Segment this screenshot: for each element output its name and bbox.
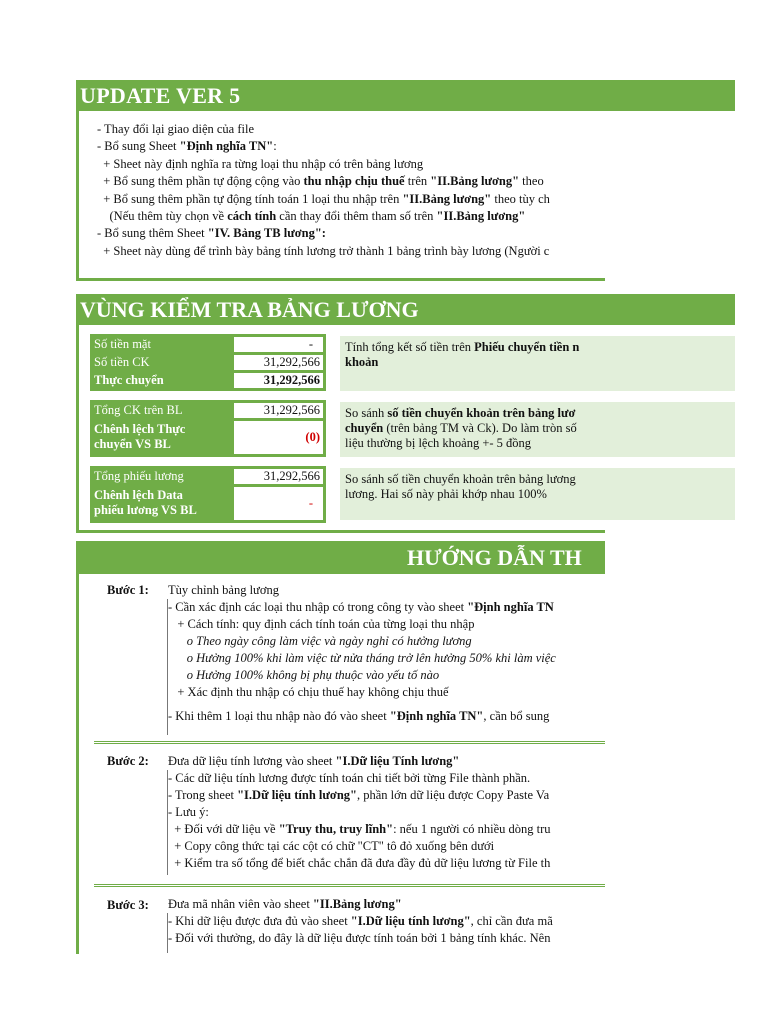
guide-line: + Kiểm tra số tổng để biết chắc chắn đã đưa đầy đủ dữ liệu lương từ File th [168, 856, 551, 870]
actual-value[interactable]: 31,292,566 [234, 373, 323, 388]
payslip-total-label: Tổng phiếu lương [94, 469, 184, 483]
step-3-label: Bước 3: [107, 898, 149, 912]
compare-note [340, 402, 735, 457]
update-line: - Bổ sung thêm Sheet "IV. Bảng TB lương": [97, 226, 326, 241]
update-line: + Bổ sung thêm phần tự động cộng vào thu nhập chịu thuế trên "II.Bảng lương" theo [97, 174, 544, 189]
transfer-value[interactable]: 31,292,566 [234, 355, 323, 370]
step-1-separator [94, 741, 605, 744]
total-ck-label: Tổng CK trên BL [94, 403, 183, 417]
guide-line: + Xác định thu nhập có chịu thuế hay không chịu thuế [168, 685, 449, 699]
update-line: + Sheet này dùng để trình bày bảng tính lương trở thành 1 bảng trình bày lương (Người c [97, 243, 550, 258]
compare-note-text: So sánh số tiền chuyển khoản trên bảng lươ chuyển (trên bảng TM và Ck). Do làm tròn số liệu thường bị lệch khoảng +- 5 đồng [345, 406, 577, 450]
step-2-label: Bước 2: [107, 754, 149, 768]
step-1-label: Bước 1: [107, 583, 149, 597]
actual-label: Thực chuyển [94, 373, 164, 387]
payslip-note-text: So sánh số tiền chuyển khoản trên bảng lương lương. Hai số này phải khớp nhau 100% [345, 472, 576, 501]
guide-line: o Hưởng 100% không bị phụ thuộc vào yếu tố nào [168, 668, 440, 682]
guide-line: - Đối với thưởng, do đây là dữ liệu được tính toán bởi 1 bảng tính khác. Nên [168, 931, 551, 945]
step-2-title: Đưa dữ liệu tính lương vào sheet "I.Dữ liệu Tính lương" [168, 754, 460, 768]
payslip-box [90, 466, 326, 523]
update-line: (Nếu thêm tùy chọn về cách tính cần thay đổi thêm tham số trên "II.Bảng lương" [97, 209, 526, 223]
guide-line: o Theo ngày công làm việc và ngày nghỉ có hưởng lương [168, 634, 472, 648]
update-header [76, 80, 735, 111]
payslip-note [340, 468, 735, 520]
update-line: + Bổ sung thêm phần tự động tính toán 1 loại thu nhập trên "II.Bảng lương" theo tùy ch [97, 191, 550, 206]
payment-note-text: Tính tổng kết số tiền trên Phiếu chuyển tiền n khoản [345, 340, 580, 369]
cash-label: Số tiền mặt [94, 337, 151, 351]
update-line: + Sheet này định nghĩa ra từng loại thu nhập có trên bảng lương [97, 156, 424, 171]
total-ck-value[interactable]: 31,292,566 [234, 403, 323, 418]
check-header [76, 294, 735, 325]
diff-payslip-label-2: phiếu lương VS BL [94, 503, 197, 517]
step-1-title: Tùy chỉnh bảng lương [168, 583, 279, 597]
diff-actual-value[interactable]: (0) [234, 421, 323, 454]
update-line: - Bổ sung Sheet "Định nghĩa TN": [97, 139, 277, 154]
diff-actual-label-1: Chênh lệch Thực [94, 422, 186, 436]
step-3-title: Đưa mã nhân viên vào sheet "II.Bảng lương" [168, 897, 402, 911]
guide-line: - Khi dữ liệu được đưa đủ vào sheet "I.Dữ liệu tính lương", chỉ cần đưa mã [168, 914, 553, 928]
payment-box [90, 334, 326, 391]
guide-line: o Hưởng 100% khi làm việc từ nửa tháng trở lên hưởng 50% khi làm việc [168, 651, 556, 665]
payslip-total-value[interactable]: 31,292,566 [234, 469, 323, 484]
payment-note [340, 336, 735, 391]
guide-line: + Copy công thức tại các cột có chữ "CT" tô đỏ xuống bên dưới [168, 839, 495, 853]
update-line: - Thay đổi lại giao diện của file [97, 122, 255, 136]
guide-line: - Trong sheet "I.Dữ liệu tính lương", phần lớn dữ liệu được Copy Paste Va [168, 788, 550, 802]
step-2-separator [94, 884, 605, 887]
guide-line: - Lưu ý: [168, 805, 209, 819]
guide-line: - Khi thêm 1 loại thu nhập nào đó vào sheet "Định nghĩa TN", cần bổ sung [168, 709, 550, 723]
guide-line: - Cần xác định các loại thu nhập có trong công ty vào sheet "Định nghĩa TN [168, 600, 554, 614]
guide-line: + Cách tính: quy định cách tính toán của từng loại thu nhập [168, 617, 475, 631]
compare-box [90, 400, 326, 457]
diff-actual-label-2: chuyển VS BL [94, 437, 171, 451]
update-title: UPDATE VER 5 [80, 83, 241, 108]
guide-header [76, 541, 605, 574]
check-title: VÙNG KIỂM TRA BẢNG LƯƠNG [80, 297, 419, 322]
guide-title: HƯỚNG DẪN TH [407, 545, 582, 570]
cash-value[interactable]: - [234, 337, 323, 352]
diff-payslip-value[interactable]: - [234, 487, 323, 520]
diff-payslip-label-1: Chênh lệch Data [94, 488, 183, 502]
update-body [76, 111, 605, 281]
guide-line: - Các dữ liệu tính lương được tính toán chi tiết bởi từng File thành phần. [168, 771, 531, 785]
transfer-label: Số tiền CK [94, 355, 150, 369]
guide-line: + Đối với dữ liệu về "Truy thu, truy lĩnh": nếu 1 người có nhiều dòng tru [168, 822, 551, 836]
